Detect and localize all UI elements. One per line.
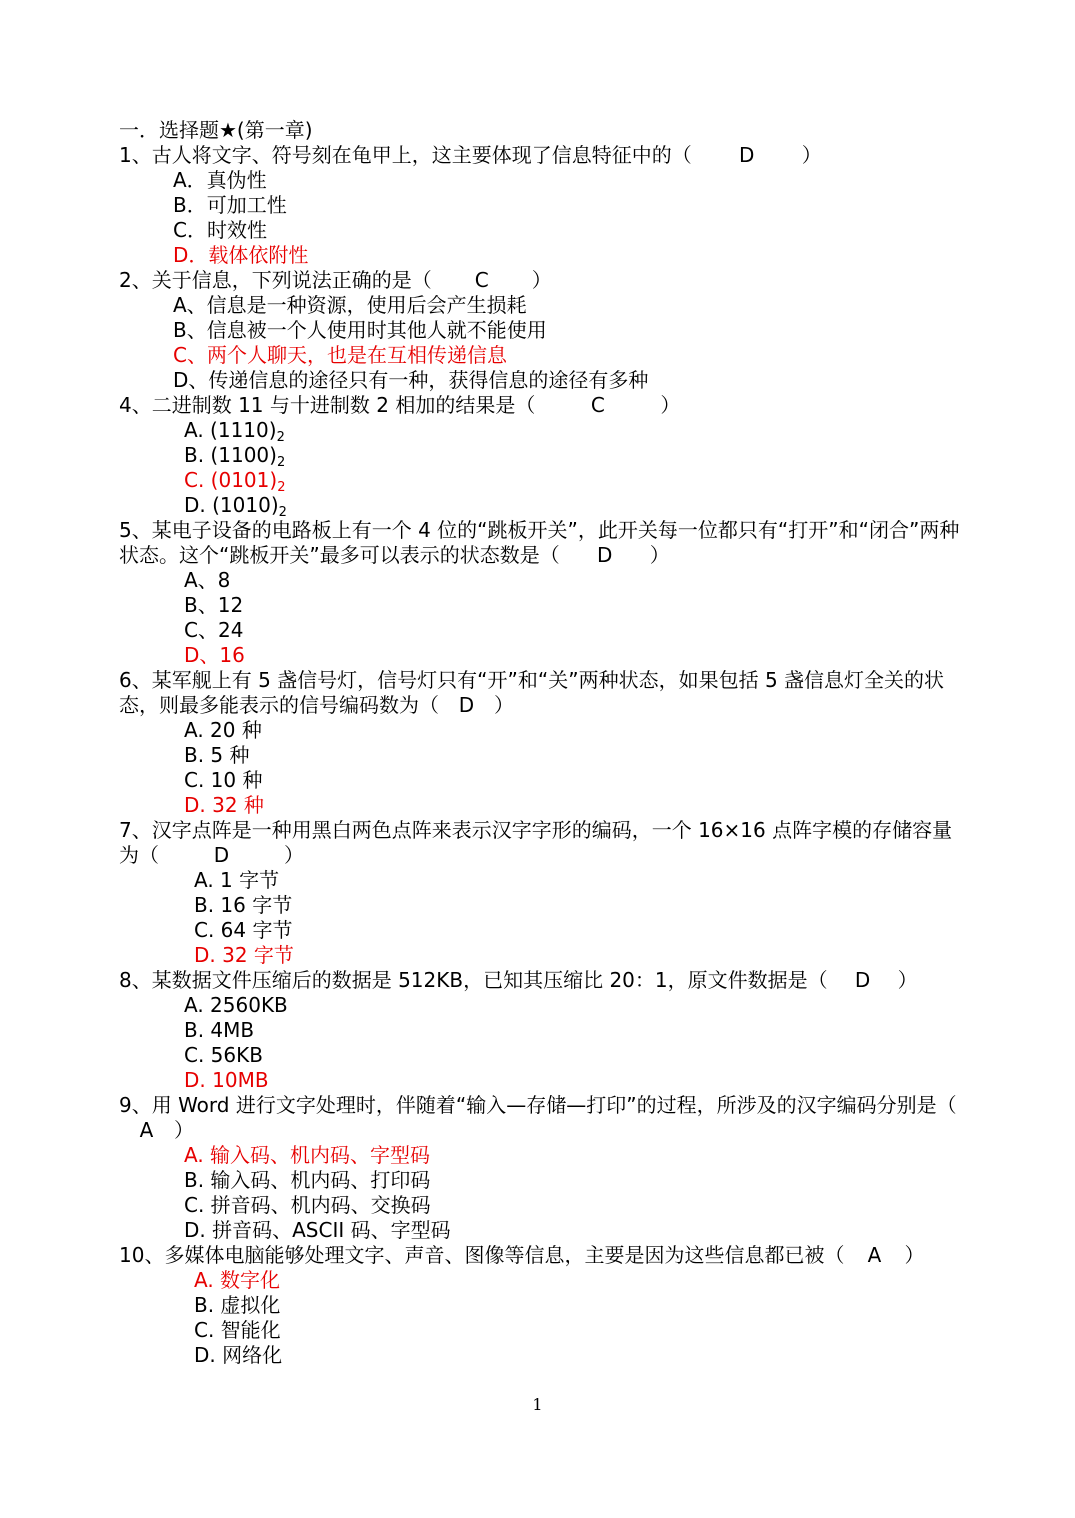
question-9: 9、用 Word 进行文字处理时，伴随着“输入—存储—打印”的过程，所涉及的汉字编码分别是（A ） (119, 1093, 957, 1142)
page-number: 1 (532, 1395, 543, 1414)
question-1: 1、古人将文字、符号刻在龟甲上，这主要体现了信息特征中的（ D ） (119, 143, 822, 167)
option: C. 拼音码、机内码、交换码 (184, 1193, 431, 1217)
document-body (119, 118, 989, 1368)
option: B. 16 字节 (194, 893, 293, 917)
option: C、24 (184, 618, 244, 642)
question-5: 5、某电子设备的电路板上有一个 4 位的“跳板开关”，此开关每一位都只有“打开”和“闭合”两种状态。这个“跳板开关”最多可以表示的状态数是（ D ） (119, 518, 960, 567)
option: B．可加工性 (173, 193, 287, 217)
option: A. $(1110)_2$ (184, 418, 285, 445)
option: B、12 (184, 593, 244, 617)
option-correct: C. $(0101)_2$ (184, 468, 286, 495)
question-4: 4、二进制数 11 与十进制数 2 相加的结果是（ C ） (119, 393, 681, 417)
option: B. $(1100)_2$ (184, 443, 286, 470)
option: D、传递信息的途径只有一种，获得信息的途径有多种 (173, 368, 649, 392)
option: A、信息是一种资源，使用后会产生损耗 (173, 293, 527, 317)
answer-2: C (474, 268, 489, 292)
option: D. 网络化 (194, 1343, 283, 1367)
option-correct: A. 输入码、机内码、字型码 (184, 1143, 431, 1167)
answer-4: C (590, 393, 605, 417)
option-correct: D、16 (184, 643, 245, 667)
option: A、8 (184, 568, 231, 592)
option-correct: D. 32 字节 (194, 943, 294, 967)
option: A．真伪性 (173, 168, 267, 192)
answer-1: D (739, 143, 755, 167)
option-correct: A. 数字化 (194, 1268, 281, 1292)
answer-8: D (854, 968, 871, 992)
option: B、信息被一个人使用时其他人就不能使用 (173, 318, 547, 342)
question-8: 8、某数据文件压缩后的数据是 512KB，已知其压缩比 20：1，原文件数据是（ D ） (119, 968, 918, 992)
answer-9: A (139, 1118, 154, 1142)
answer-5: D (597, 543, 613, 567)
option-correct: D. 32 种 (184, 793, 264, 817)
option: D. $(1010)_2$ (184, 493, 287, 520)
option: C. 智能化 (194, 1318, 281, 1342)
option: B. 虚拟化 (194, 1293, 281, 1317)
answer-7: D (213, 843, 230, 867)
option: A. 20 种 (184, 718, 262, 742)
question-10: 10、多媒体电脑能够处理文字、声音、图像等信息，主要是因为这些信息都已被（ A ） (119, 1243, 925, 1267)
option: A. 1 字节 (194, 868, 280, 892)
option: A. 2560KB (184, 993, 288, 1017)
section-heading: 一．选择题★(第一章) (119, 118, 313, 142)
option: C. 64 字节 (194, 918, 293, 942)
question-6: 6、某军舰上有 5 盏信号灯，信号灯只有“开”和“关”两种状态，如果包括 5 盏信息灯全关的状态，则最多能表示的信号编码数为（ D ） (119, 668, 945, 717)
option: C. 10 种 (184, 768, 263, 792)
option-correct: D. 10MB (184, 1068, 269, 1092)
answer-10: A (867, 1243, 882, 1267)
question-7: 7、汉字点阵是一种用黑白两色点阵来表示汉字字形的编码，一个 16×16 点阵字模的存储容量为（ D ） (119, 818, 953, 867)
option-correct: D．载体依附性 (173, 243, 309, 267)
answer-6: D (458, 693, 475, 717)
option-correct: C、两个人聊天，也是在互相传递信息 (173, 343, 507, 367)
option: C. 56KB (184, 1043, 263, 1067)
option: B. 5 种 (184, 743, 250, 767)
option: B. 输入码、机内码、打印码 (184, 1168, 431, 1192)
question-2: 2、关于信息，下列说法正确的是（ C ） (119, 268, 552, 292)
option: B. 4MB (184, 1018, 255, 1042)
option: C．时效性 (173, 218, 267, 242)
option: D. 拼音码、ASCII 码、字型码 (184, 1218, 451, 1242)
